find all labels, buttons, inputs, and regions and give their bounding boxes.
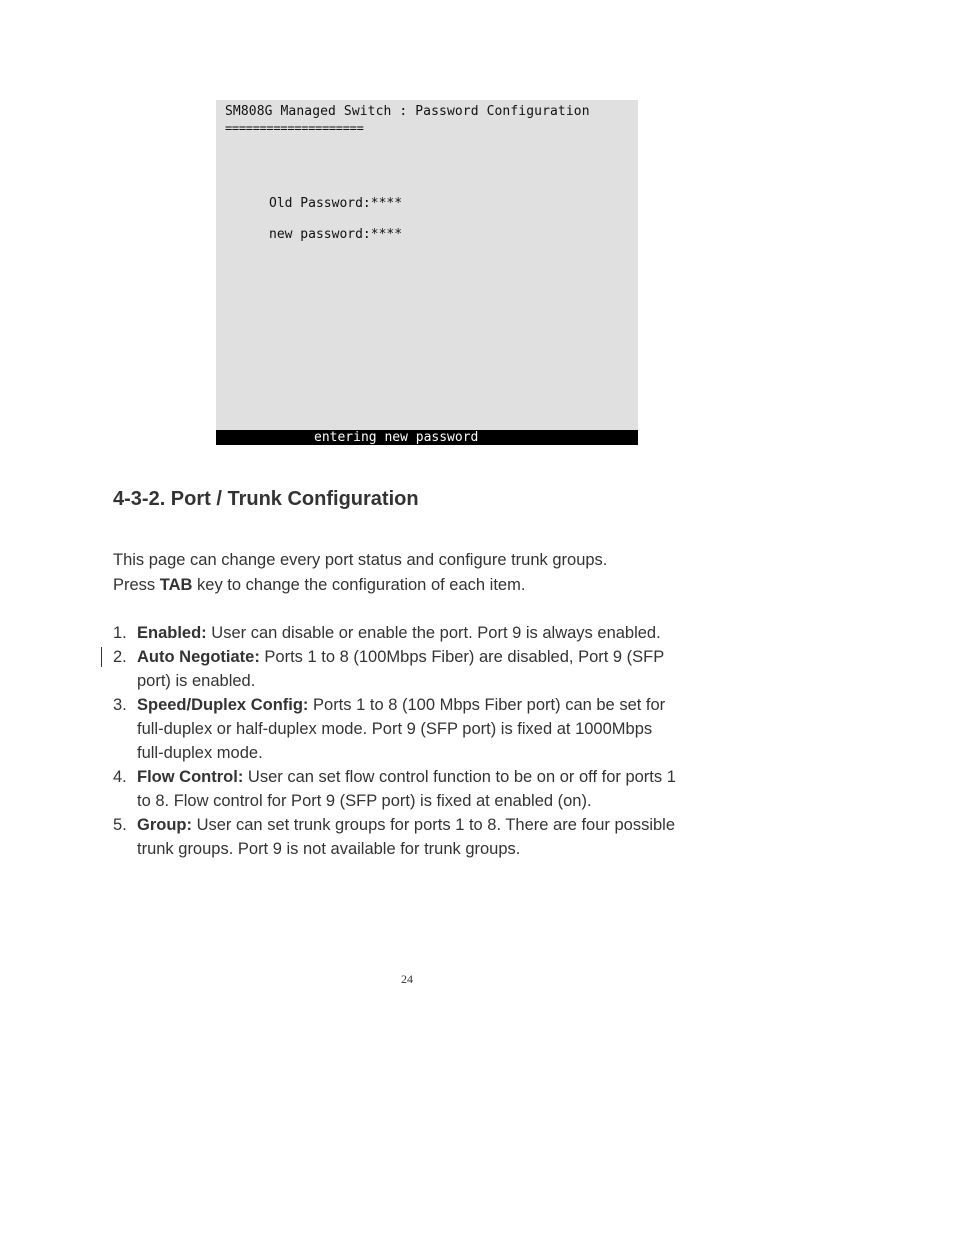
list-item-term: Enabled: bbox=[137, 624, 207, 642]
terminal-status-bar bbox=[216, 430, 638, 445]
list-item-number: 1. bbox=[113, 624, 127, 642]
list-item-text: full-duplex mode. bbox=[137, 744, 263, 762]
list-item-number: 3. bbox=[113, 696, 127, 714]
list-item-text: User can set flow control function to be on or off for ports 1 bbox=[243, 768, 676, 786]
list-item-text: Ports 1 to 8 (100Mbps Fiber) are disabled, Port 9 (SFP bbox=[259, 648, 665, 666]
terminal-title-underline: ==================== bbox=[225, 121, 364, 135]
change-bar bbox=[101, 647, 102, 667]
section-heading: 4-3-2. Port / Trunk Configuration bbox=[113, 488, 419, 510]
page-number: 24 bbox=[401, 972, 413, 986]
list-item-term: Speed/Duplex Config: bbox=[137, 696, 309, 714]
list-item-group bbox=[113, 813, 713, 861]
terminal-screenshot bbox=[216, 100, 638, 445]
list-item-text: port) is enabled. bbox=[137, 672, 256, 690]
list-item-speed-duplex bbox=[113, 693, 713, 765]
list-item-term: Group: bbox=[137, 816, 192, 834]
list-item-number: 5. bbox=[113, 816, 127, 834]
list-item-flow-control bbox=[113, 765, 713, 813]
old-password-field[interactable]: Old Password:**** bbox=[269, 196, 403, 211]
list-item-enabled bbox=[113, 621, 713, 645]
list-item-text: User can set trunk groups for ports 1 to 8. There are four possible bbox=[192, 816, 676, 834]
list-item-text: full-duplex or half-duplex mode. Port 9 (SFP port) is fixed at 1000Mbps bbox=[137, 720, 653, 738]
list-item-text: trunk groups. Port 9 is not available for trunk groups. bbox=[137, 840, 521, 858]
list-item-text: to 8. Flow control for Port 9 (SFP port) is fixed at enabled (on). bbox=[137, 792, 592, 810]
intro-instruction bbox=[113, 573, 525, 597]
list-item-auto-negotiate bbox=[113, 645, 713, 693]
list-item-term: Auto Negotiate: bbox=[137, 648, 260, 666]
field-description-list bbox=[113, 621, 713, 861]
list-item-term: Flow Control: bbox=[137, 768, 244, 786]
list-item-text: Ports 1 to 8 (100 Mbps Fiber port) can be set for bbox=[308, 696, 666, 714]
terminal-status-text: entering new password bbox=[314, 430, 479, 445]
intro-instruction-suffix: key to change the configuration of each item. bbox=[192, 576, 526, 594]
list-item-number: 4. bbox=[113, 768, 127, 786]
intro-instruction-prefix: Press bbox=[113, 576, 160, 594]
tab-key-label: TAB bbox=[159, 576, 193, 594]
list-item-text: User can disable or enable the port. Port 9 is always enabled. bbox=[206, 624, 661, 642]
terminal-title: SM808G Managed Switch : Password Configuration bbox=[225, 104, 590, 119]
list-item-number: 2. bbox=[113, 648, 127, 666]
intro-paragraph: This page can change every port status and configure trunk groups. bbox=[113, 551, 608, 569]
new-password-field[interactable]: new password:**** bbox=[269, 227, 403, 242]
